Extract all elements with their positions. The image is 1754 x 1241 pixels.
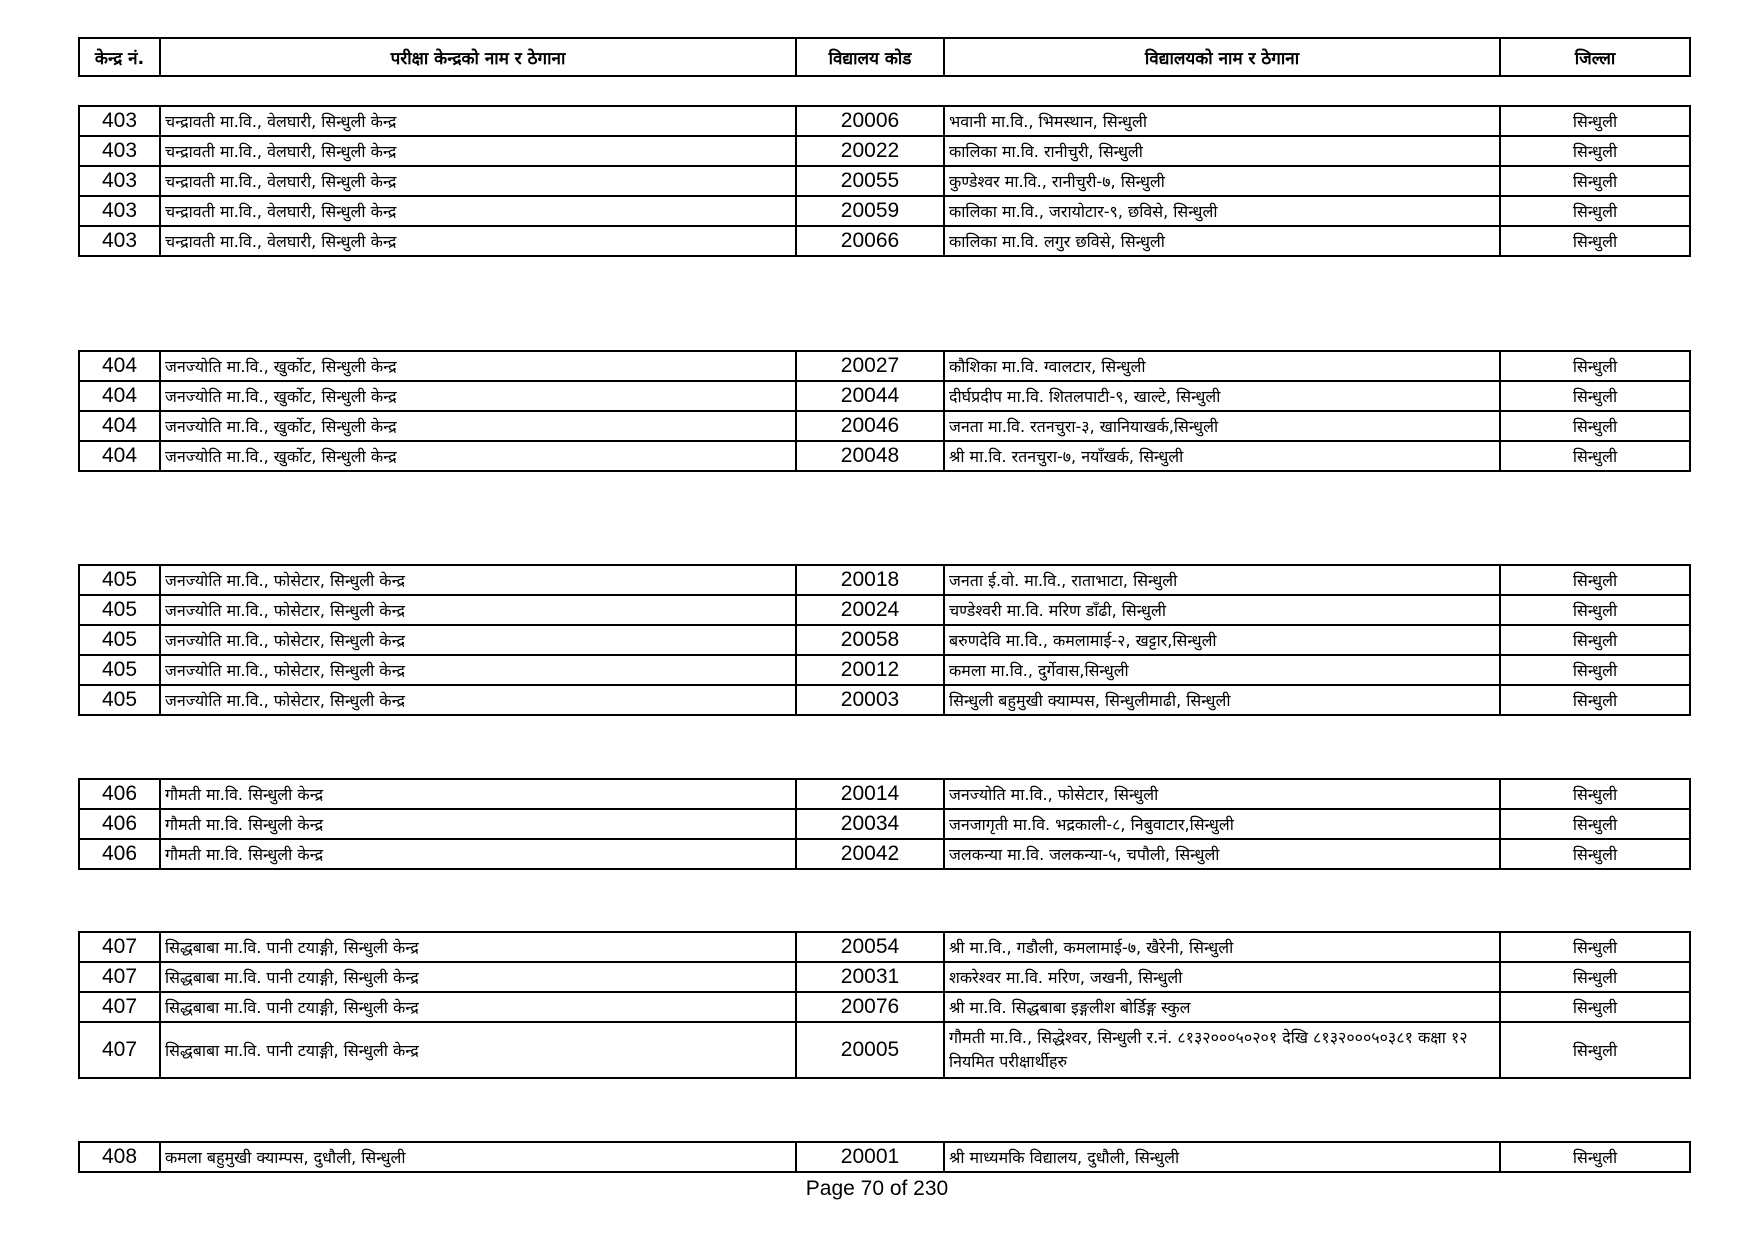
school-name-cell: जनज्योति मा.वि., फोसेटार, सिन्धुली [944, 779, 1500, 809]
district-cell: सिन्धुली [1500, 932, 1690, 962]
school-code-cell: 20042 [796, 839, 944, 869]
exam-center-cell: जनज्योति मा.वि., खुर्कोट, सिन्धुली केन्द्र [160, 351, 796, 381]
school-name-cell: बरुणदेवि मा.वि., कमलामाई-२, खट्टार,सिन्धुली [944, 625, 1500, 655]
district-cell: सिन्धुली [1500, 166, 1690, 196]
exam-center-cell: सिद्धबाबा मा.वि. पानी टयाङ्गी, सिन्धुली केन्द्र [160, 932, 796, 962]
school-code-cell: 20055 [796, 166, 944, 196]
school-code-cell: 20066 [796, 226, 944, 256]
school-code-cell: 20048 [796, 441, 944, 471]
school-name-cell: भवानी मा.वि., भिमस्थान, सिन्धुली [944, 106, 1500, 136]
center-group-table [78, 350, 1691, 472]
table-row [79, 685, 1690, 715]
school-name-cell: कालिका मा.वि. रानीचुरी, सिन्धुली [944, 136, 1500, 166]
center-no-cell: 404 [79, 441, 160, 471]
table-row [79, 625, 1690, 655]
table-row [79, 441, 1690, 471]
district-cell: सिन्धुली [1500, 839, 1690, 869]
school-name-cell: श्री मा.वि. सिद्धबाबा इङ्गलीश बोर्डिङ्ग स्कुल [944, 992, 1500, 1022]
school-name-cell: जनजागृती मा.वि. भद्रकाली-८, निबुवाटार,सिन्धुली [944, 809, 1500, 839]
exam-center-cell: गौमती मा.वि. सिन्धुली केन्द्र [160, 779, 796, 809]
district-cell: सिन्धुली [1500, 655, 1690, 685]
exam-center-cell: सिद्धबाबा मा.वि. पानी टयाङ्गी, सिन्धुली केन्द्र [160, 1022, 796, 1078]
table-row [79, 962, 1690, 992]
center-no-cell: 408 [79, 1142, 160, 1172]
table-row [79, 411, 1690, 441]
district-cell: सिन्धुली [1500, 962, 1690, 992]
district-cell: सिन्धुली [1500, 1022, 1690, 1078]
school-code-cell: 20044 [796, 381, 944, 411]
center-no-cell: 404 [79, 351, 160, 381]
school-code-cell: 20022 [796, 136, 944, 166]
table-row [79, 595, 1690, 625]
exam-center-cell: जनज्योति मा.वि., फोसेटार, सिन्धुली केन्द्र [160, 595, 796, 625]
school-name-cell: कालिका मा.वि. लगुर छविसे, सिन्धुली [944, 226, 1500, 256]
school-code-cell: 20031 [796, 962, 944, 992]
school-code-cell: 20018 [796, 565, 944, 595]
center-no-cell: 404 [79, 381, 160, 411]
district-cell: सिन्धुली [1500, 992, 1690, 1022]
center-no-cell: 406 [79, 779, 160, 809]
exam-center-cell: सिद्धबाबा मा.वि. पानी टयाङ्गी, सिन्धुली केन्द्र [160, 962, 796, 992]
center-no-cell: 407 [79, 1022, 160, 1078]
center-no-cell: 407 [79, 932, 160, 962]
school-name-cell: जनता मा.वि. रतनचुरा-३, खानियाखर्क,सिन्धुली [944, 411, 1500, 441]
school-name-cell: कौशिका मा.वि. ग्वालटार, सिन्धुली [944, 351, 1500, 381]
school-name-cell: सिन्धुली बहुमुखी क्याम्पस, सिन्धुलीमाढी, सिन्धुली [944, 685, 1500, 715]
district-cell: सिन्धुली [1500, 226, 1690, 256]
exam-center-cell: सिद्धबाबा मा.वि. पानी टयाङ्गी, सिन्धुली केन्द्र [160, 992, 796, 1022]
table-row [79, 839, 1690, 869]
district-cell: सिन्धुली [1500, 625, 1690, 655]
school-code-cell: 20001 [796, 1142, 944, 1172]
center-group-table [78, 105, 1691, 257]
center-group-table [78, 564, 1691, 716]
district-cell: सिन्धुली [1500, 381, 1690, 411]
exam-center-cell: चन्द्रावती मा.वि., वेलघारी, सिन्धुली केन्द्र [160, 166, 796, 196]
school-code-cell: 20014 [796, 779, 944, 809]
district-cell: सिन्धुली [1500, 106, 1690, 136]
school-code-cell: 20012 [796, 655, 944, 685]
header-table [78, 37, 1691, 77]
exam-center-cell: जनज्योति मा.वि., फोसेटार, सिन्धुली केन्द्र [160, 625, 796, 655]
center-no-cell: 403 [79, 106, 160, 136]
school-name-cell: जनता ई.वो. मा.वि., राताभाटा, सिन्धुली [944, 565, 1500, 595]
header-exam-center: परीक्षा केन्द्रको नाम र ठेगाना [160, 38, 796, 76]
table-row [79, 136, 1690, 166]
table-row [79, 381, 1690, 411]
school-name-cell: श्री माध्यमकि विद्यालय, दुधौली, सिन्धुली [944, 1142, 1500, 1172]
district-cell: सिन्धुली [1500, 595, 1690, 625]
school-code-cell: 20027 [796, 351, 944, 381]
center-no-cell: 405 [79, 595, 160, 625]
exam-center-cell: चन्द्रावती मा.वि., वेलघारी, सिन्धुली केन्द्र [160, 136, 796, 166]
table-row [79, 196, 1690, 226]
school-name-cell: दीर्घप्रदीप मा.वि. शितलपाटी-९, खाल्टे, सिन्धुली [944, 381, 1500, 411]
school-name-cell: गौमती मा.वि., सिद्धेश्वर, सिन्धुली र.नं. ८१३२०००५०२०१ देखि ८१३२०००५०३८१ कक्षा १२ नियमित परीक्षार्थीहरु [944, 1022, 1500, 1078]
page-footer: Page 70 of 230 [805, 1177, 949, 1200]
school-code-cell: 20003 [796, 685, 944, 715]
center-no-cell: 406 [79, 809, 160, 839]
school-code-cell: 20046 [796, 411, 944, 441]
table-row [79, 565, 1690, 595]
center-no-cell: 404 [79, 411, 160, 441]
table-row [79, 655, 1690, 685]
school-name-cell: कुण्डेश्वर मा.वि., रानीचुरी-७, सिन्धुली [944, 166, 1500, 196]
school-code-cell: 20024 [796, 595, 944, 625]
table-row [79, 351, 1690, 381]
center-no-cell: 406 [79, 839, 160, 869]
center-no-cell: 403 [79, 196, 160, 226]
center-group-table [78, 778, 1691, 870]
center-no-cell: 407 [79, 962, 160, 992]
exam-center-cell: जनज्योति मा.वि., खुर्कोट, सिन्धुली केन्द्र [160, 441, 796, 471]
district-cell: सिन्धुली [1500, 196, 1690, 226]
school-name-cell: कालिका मा.वि., जरायोटार-९, छविसे, सिन्धुली [944, 196, 1500, 226]
exam-center-cell: जनज्योति मा.वि., फोसेटार, सिन्धुली केन्द्र [160, 565, 796, 595]
school-name-cell: कमला मा.वि., दुर्गेवास,सिन्धुली [944, 655, 1500, 685]
header-school-name: विद्यालयको नाम र ठेगाना [944, 38, 1500, 76]
header-district: जिल्ला [1500, 38, 1690, 76]
center-no-cell: 405 [79, 655, 160, 685]
table-row [79, 106, 1690, 136]
school-name-cell: जलकन्या मा.वि. जलकन्या-५, चपौली, सिन्धुली [944, 839, 1500, 869]
table-row [79, 932, 1690, 962]
table-row [79, 1142, 1690, 1172]
school-code-cell: 20059 [796, 196, 944, 226]
exam-center-cell: गौमती मा.वि. सिन्धुली केन्द्र [160, 809, 796, 839]
school-code-cell: 20054 [796, 932, 944, 962]
school-name-cell: शकरेश्वर मा.वि. मरिण, जखनी, सिन्धुली [944, 962, 1500, 992]
school-code-cell: 20006 [796, 106, 944, 136]
school-code-cell: 20076 [796, 992, 944, 1022]
district-cell: सिन्धुली [1500, 351, 1690, 381]
table-row [79, 1022, 1690, 1078]
table-row [79, 992, 1690, 1022]
district-cell: सिन्धुली [1500, 565, 1690, 595]
center-no-cell: 403 [79, 166, 160, 196]
district-cell: सिन्धुली [1500, 411, 1690, 441]
school-name-cell: श्री मा.वि., गडौली, कमलामाई-७, खैरेनी, सिन्धुली [944, 932, 1500, 962]
exam-center-cell: चन्द्रावती मा.वि., वेलघारी, सिन्धुली केन्द्र [160, 226, 796, 256]
header-school-code: विद्यालय कोड [796, 38, 944, 76]
district-cell: सिन्धुली [1500, 779, 1690, 809]
center-group-table [78, 931, 1691, 1079]
exam-center-cell: जनज्योति मा.वि., फोसेटार, सिन्धुली केन्द्र [160, 655, 796, 685]
exam-center-cell: गौमती मा.वि. सिन्धुली केन्द्र [160, 839, 796, 869]
exam-center-cell: कमला बहुमुखी क्याम्पस, दुधौली, सिन्धुली [160, 1142, 796, 1172]
table-row [79, 166, 1690, 196]
school-code-cell: 20034 [796, 809, 944, 839]
table-row [79, 809, 1690, 839]
exam-center-cell: चन्द्रावती मा.वि., वेलघारी, सिन्धुली केन्द्र [160, 106, 796, 136]
school-code-cell: 20058 [796, 625, 944, 655]
header-center-no: केन्द्र नं. [79, 38, 160, 76]
district-cell: सिन्धुली [1500, 685, 1690, 715]
exam-center-cell: जनज्योति मा.वि., खुर्कोट, सिन्धुली केन्द्र [160, 381, 796, 411]
center-no-cell: 405 [79, 685, 160, 715]
school-code-cell: 20005 [796, 1022, 944, 1078]
exam-center-cell: जनज्योति मा.वि., फोसेटार, सिन्धुली केन्द्र [160, 685, 796, 715]
school-name-cell: श्री मा.वि. रतनचुरा-७, नयाँखर्क, सिन्धुली [944, 441, 1500, 471]
exam-center-cell: जनज्योति मा.वि., खुर्कोट, सिन्धुली केन्द्र [160, 411, 796, 441]
center-no-cell: 405 [79, 565, 160, 595]
school-name-cell: चण्डेश्वरी मा.वि. मरिण डाँढी, सिन्धुली [944, 595, 1500, 625]
center-no-cell: 403 [79, 226, 160, 256]
table-row [79, 779, 1690, 809]
header-row [79, 38, 1690, 76]
center-no-cell: 405 [79, 625, 160, 655]
district-cell: सिन्धुली [1500, 136, 1690, 166]
district-cell: सिन्धुली [1500, 1142, 1690, 1172]
center-no-cell: 407 [79, 992, 160, 1022]
center-group-table [78, 1141, 1691, 1173]
exam-center-cell: चन्द्रावती मा.वि., वेलघारी, सिन्धुली केन्द्र [160, 196, 796, 226]
table-row [79, 226, 1690, 256]
district-cell: सिन्धुली [1500, 441, 1690, 471]
district-cell: सिन्धुली [1500, 809, 1690, 839]
center-no-cell: 403 [79, 136, 160, 166]
